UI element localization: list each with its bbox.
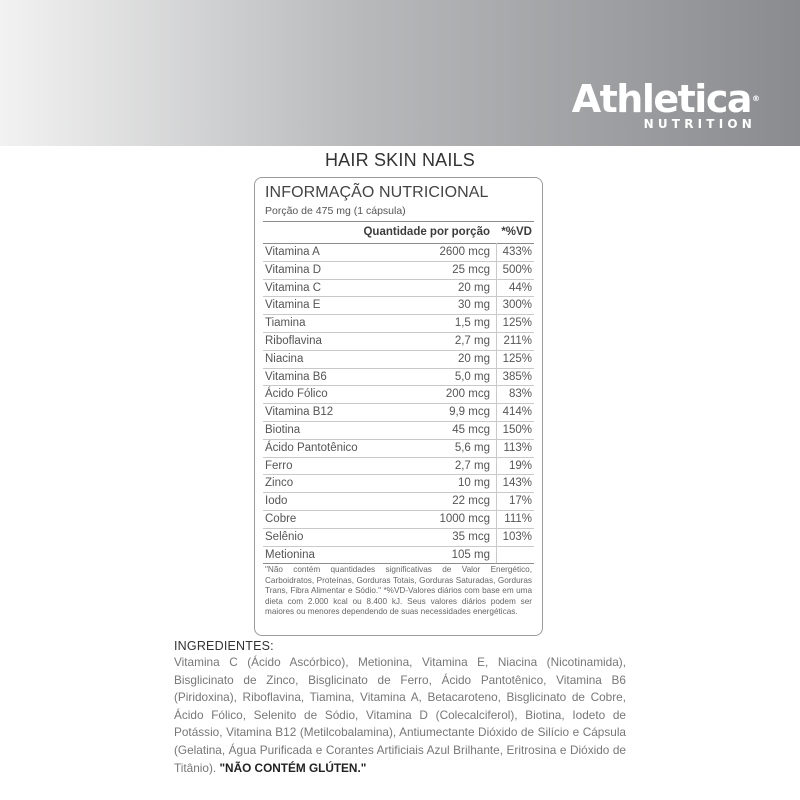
nutrient-row xyxy=(263,458,534,476)
nutrient-quantity: 105 mg xyxy=(451,548,490,561)
nutrient-name: Vitamina B12 xyxy=(265,406,334,419)
logo-wordmark: Athletica xyxy=(571,77,751,121)
nutrient-row xyxy=(263,547,534,565)
nutrient-quantity: 5,0 mg xyxy=(454,370,490,383)
column-header-daily-value: *%VD xyxy=(501,226,532,238)
column-divider xyxy=(496,243,497,563)
panel-title: INFORMAÇÃO NUTRICIONAL xyxy=(265,184,489,201)
nutrient-quantity: 2,7 mg xyxy=(454,334,490,347)
nutrient-name: Vitamina C xyxy=(265,281,322,294)
nutrient-name: Zinco xyxy=(265,477,294,490)
nutrient-quantity: 5,6 mg xyxy=(454,441,490,454)
nutrient-name: Tiamina xyxy=(265,317,306,330)
nutrient-quantity: 20 mg xyxy=(458,281,490,294)
nutrient-row xyxy=(263,529,534,547)
nutrient-daily-value: 414% xyxy=(502,406,532,419)
nutrient-quantity: 1,5 mg xyxy=(454,317,490,330)
nutrient-name: Vitamina D xyxy=(265,263,322,276)
nutrient-row xyxy=(263,280,534,298)
nutrient-quantity: 22 mcg xyxy=(452,495,490,508)
nutrient-name: Biotina xyxy=(265,423,301,436)
nutrient-daily-value: 17% xyxy=(508,495,532,508)
nutrient-row xyxy=(263,422,534,440)
panel-footnote: "Não contém quantidades significativas de Valor Energético, Carboidratos, Proteínas, Gorduras Totais, Gorduras Saturadas, Gorduras Trans, Fibra Alimentar e Sódio." *%VD-Valores diários com base em uma dieta com 2.000 kcal ou 8.400 kJ. Seus valores diários podem ser maiores ou menores dependendo de suas necessidades energéticas. xyxy=(265,565,532,617)
nutrient-name: Ferro xyxy=(265,459,293,472)
nutrient-daily-value: 500% xyxy=(502,263,532,276)
registered-mark: ® xyxy=(752,94,760,103)
nutrient-daily-value: 125% xyxy=(502,317,532,330)
ingredients-section xyxy=(174,639,626,777)
column-header-quantity: Quantidade por porção xyxy=(363,226,490,238)
nutrient-quantity: 25 mcg xyxy=(452,263,490,276)
nutrient-name: Niacina xyxy=(265,352,304,365)
product-title: HAIR SKIN NAILS xyxy=(324,150,476,170)
nutrient-row xyxy=(263,369,534,387)
nutrient-daily-value: 143% xyxy=(502,477,532,490)
nutrient-quantity: 35 mcg xyxy=(452,530,490,543)
nutrient-quantity: 2,7 mg xyxy=(454,459,490,472)
nutrition-panel xyxy=(254,177,543,636)
nutrient-quantity: 1000 mcg xyxy=(439,512,490,525)
nutrient-row xyxy=(263,351,534,369)
nutrient-daily-value: 111% xyxy=(504,512,532,525)
nutrient-name: Riboflavina xyxy=(265,334,322,347)
brand-logo xyxy=(571,77,760,131)
header-divider xyxy=(263,221,534,222)
gluten-notice: "NÃO CONTÉM GLÚTEN." xyxy=(219,760,367,775)
nutrient-daily-value: 211% xyxy=(503,334,532,347)
nutrient-daily-value: 300% xyxy=(502,299,532,312)
nutrient-quantity: 200 mcg xyxy=(445,388,490,401)
nutrient-name: Vitamina B6 xyxy=(265,370,327,383)
nutrient-row xyxy=(263,511,534,529)
nutrient-row xyxy=(263,386,534,404)
portion-size: Porção de 475 mg (1 cápsula) xyxy=(265,205,406,217)
nutrient-row xyxy=(263,475,534,493)
nutrient-row xyxy=(263,244,534,262)
nutrient-quantity: 20 mg xyxy=(458,352,490,365)
nutrient-name: Iodo xyxy=(265,495,288,508)
nutrient-row xyxy=(263,440,534,458)
nutrient-daily-value: 83% xyxy=(508,388,532,401)
nutrient-name: Vitamina A xyxy=(265,246,320,258)
nutrient-name: Selênio xyxy=(265,530,304,543)
nutrient-row xyxy=(263,333,534,351)
nutrient-quantity: 2600 mcg xyxy=(439,246,490,258)
nutrient-name: Metionina xyxy=(265,548,315,561)
nutrient-quantity: 9,9 mcg xyxy=(449,406,490,419)
nutrient-name: Ácido Fólico xyxy=(265,388,328,401)
ingredients-list: Vitamina C (Ácido Ascórbico), Metionina, Vitamina E, Niacina (Nicotinamida), Bisglicinato de Zinco, Bisglicinato de Ferro, Ácido Pantotênico, Vitamina B6 (Piridoxina), Riboflavina, Tiamina, Vitamina A, Betacaroteno, Bisglicinato de Cobre, Ácido Fólico, Selenito de Sódio, Vitamina D (Colecalciferol), Biotina, Iodeto de Potássio, Vitamina B12 (Metilcobalamina), Antiumectante Dióxido de Silício e Cápsula (Gelatina, Água Purificada e Corantes Artificiais Azul Brilhante, Eritrosina e Dióxido de Titânio). xyxy=(174,655,626,775)
nutrient-row xyxy=(263,315,534,333)
ingredients-title: INGREDIENTES: xyxy=(174,639,274,653)
nutrient-row xyxy=(263,404,534,422)
nutrient-daily-value: 103% xyxy=(502,530,532,543)
logo-subtitle: NUTRITION xyxy=(643,117,756,131)
nutrient-quantity: 30 mg xyxy=(458,299,490,312)
nutrient-quantity: 10 mg xyxy=(458,477,490,490)
nutrient-name: Vitamina E xyxy=(265,299,321,312)
nutrient-name: Ácido Pantotênico xyxy=(265,441,358,454)
nutrient-row xyxy=(263,493,534,511)
nutrient-daily-value: 433% xyxy=(502,246,532,258)
nutrient-row xyxy=(263,262,534,280)
nutrient-quantity: 45 mcg xyxy=(452,423,490,436)
nutrient-name: Cobre xyxy=(265,512,297,525)
nutrient-daily-value: 150% xyxy=(502,423,532,436)
nutrient-daily-value: 19% xyxy=(508,459,532,472)
nutrient-daily-value: 44% xyxy=(508,281,532,294)
nutrient-daily-value: 385% xyxy=(502,370,532,383)
nutrient-daily-value: 113% xyxy=(503,441,532,454)
nutrient-row xyxy=(263,297,534,315)
header-band xyxy=(0,0,800,146)
nutrient-table xyxy=(263,243,534,564)
nutrient-daily-value: 125% xyxy=(502,352,532,365)
ingredients-text xyxy=(174,654,626,777)
